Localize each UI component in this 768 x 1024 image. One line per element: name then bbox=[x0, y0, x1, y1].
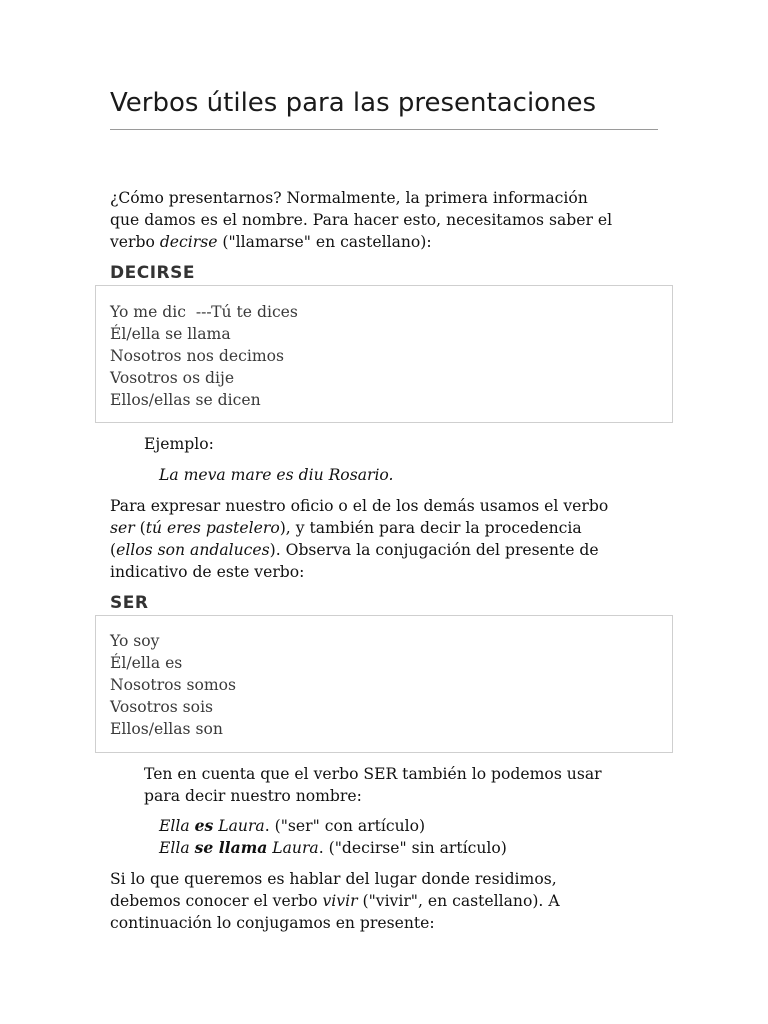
ser-intro-line-2-post: ), y también para decir la procedencia bbox=[279, 519, 582, 537]
ser-name-note bbox=[144, 763, 664, 807]
ser-intro-line-3 bbox=[110, 539, 665, 561]
note-line-1: Ten en cuenta que el verbo SER también lo podemos usar bbox=[144, 765, 602, 783]
intro-line-3-pre: verbo bbox=[110, 233, 160, 251]
ser-intro-line-4: indicativo de este verbo: bbox=[110, 563, 305, 581]
name-example-2-verb: se llama bbox=[194, 838, 268, 857]
name-example-1-subject: Ella bbox=[159, 817, 195, 835]
intro-line-1: ¿Cómo presentarnos? Normalmente, la primera información bbox=[110, 189, 588, 207]
name-examples bbox=[159, 815, 659, 859]
ser-row-2: Él/ella es bbox=[110, 654, 183, 672]
example-label: Ejemplo: bbox=[144, 435, 214, 453]
ser-intro-paragraph bbox=[110, 495, 665, 583]
page-title: Verbos útiles para las presentaciones bbox=[110, 88, 597, 118]
name-example-1-name: Laura bbox=[213, 817, 265, 835]
decirse-heading: DECIRSE bbox=[110, 263, 195, 283]
vivir-intro-line-2 bbox=[110, 890, 665, 912]
ser-intro-line-3-pre: ( bbox=[110, 541, 117, 559]
vivir-intro-line-3: continuación lo conjugamos en presente: bbox=[110, 914, 435, 932]
vivir-intro-line-2-pre: debemos conocer el verbo bbox=[110, 892, 323, 910]
name-example-2-name: Laura bbox=[267, 839, 319, 857]
name-example-1 bbox=[159, 815, 659, 837]
ser-intro-example-1: tú eres pastelero bbox=[145, 519, 280, 537]
vivir-intro-line-2-post: ("vivir", en castellano). A bbox=[357, 892, 560, 910]
decirse-row-1: Yo me dic ---Tú te dices bbox=[110, 303, 298, 321]
ser-row-5: Ellos/ellas son bbox=[110, 720, 223, 738]
ser-row-3: Nosotros somos bbox=[110, 676, 237, 694]
decirse-row-2: Él/ella se llama bbox=[110, 325, 231, 343]
example-sentence-text: La meva mare es diu Rosario. bbox=[159, 466, 394, 484]
vivir-intro-line-1: Si lo que queremos es hablar del lugar donde residimos, bbox=[110, 870, 557, 888]
ser-intro-verb-ser: ser bbox=[110, 519, 135, 537]
name-example-1-note: . ("ser" con artículo) bbox=[264, 817, 426, 835]
name-example-2-subject: Ella bbox=[159, 839, 195, 857]
decirse-row-3: Nosotros nos decimos bbox=[110, 347, 284, 365]
ser-intro-line-2-mid: ( bbox=[134, 519, 146, 537]
ser-conjugation-box bbox=[95, 615, 673, 753]
intro-paragraph bbox=[110, 187, 665, 253]
example-sentence bbox=[159, 464, 714, 486]
ser-heading: SER bbox=[110, 593, 149, 613]
decirse-row-5: Ellos/ellas se dicen bbox=[110, 391, 261, 409]
name-example-2 bbox=[159, 837, 659, 859]
intro-verb-decirse: decirse bbox=[159, 233, 218, 251]
name-example-2-note: . ("decirse" sin artículo) bbox=[318, 839, 507, 857]
ser-intro-example-2: ellos son andaluces bbox=[116, 541, 270, 559]
note-line-2: para decir nuestro nombre: bbox=[144, 787, 362, 805]
decirse-row-4: Vosotros os dije bbox=[110, 369, 235, 387]
name-example-1-verb: es bbox=[194, 816, 214, 835]
intro-line-3 bbox=[110, 231, 665, 253]
ser-row-1: Yo soy bbox=[110, 632, 160, 650]
vivir-intro-paragraph bbox=[110, 868, 665, 934]
intro-line-2: que damos es el nombre. Para hacer esto, necesitamos saber el bbox=[110, 211, 613, 229]
ser-row-4: Vosotros sois bbox=[110, 698, 214, 716]
intro-line-3-post: ("llamarse" en castellano): bbox=[217, 233, 432, 251]
decirse-conjugation-box bbox=[95, 285, 673, 423]
title-divider bbox=[110, 129, 658, 130]
vivir-intro-verb: vivir bbox=[322, 892, 358, 910]
ser-intro-line-2 bbox=[110, 517, 665, 539]
ser-intro-line-1: Para expresar nuestro oficio o el de los demás usamos el verbo bbox=[110, 497, 609, 515]
ser-intro-line-3-post: ). Observa la conjugación del presente de bbox=[269, 541, 599, 559]
